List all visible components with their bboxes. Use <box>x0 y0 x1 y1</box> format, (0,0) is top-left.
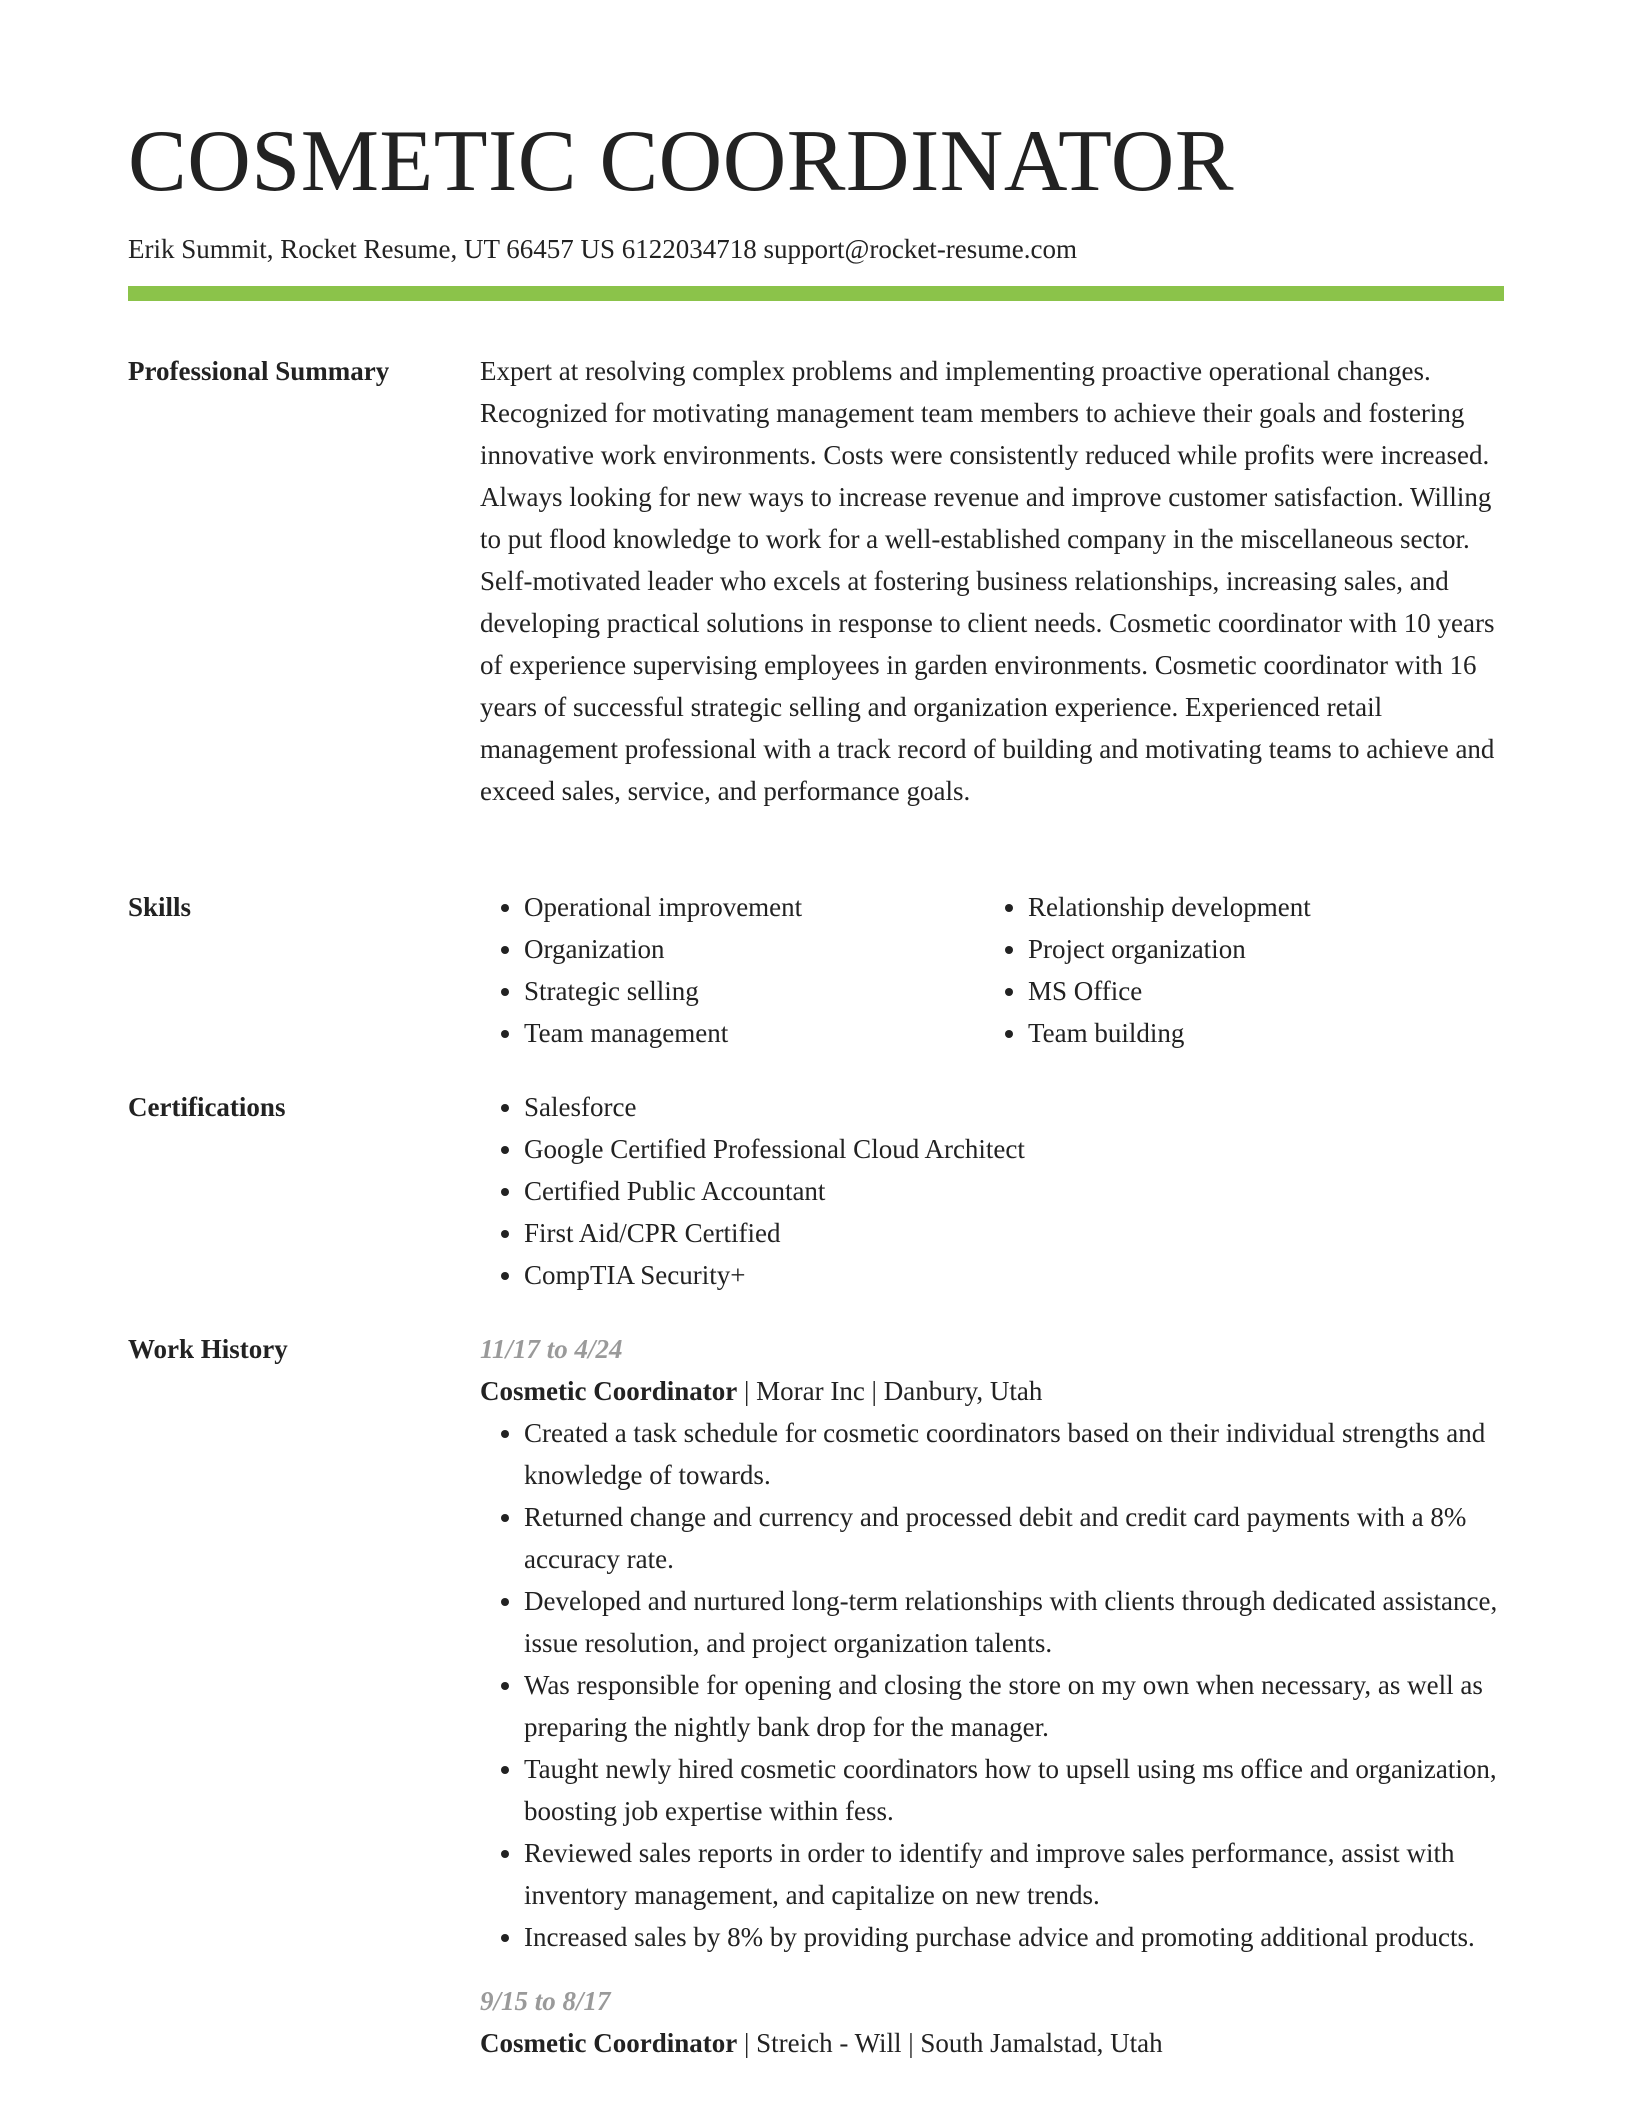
header-divider <box>128 286 1504 301</box>
skill-item: • Relationship development <box>1028 886 1488 928</box>
skill-item: • Strategic selling <box>524 970 984 1012</box>
job-heading <box>480 2022 1504 2064</box>
job-bullet: • Was responsible for opening and closing the store on my own when necessary, as well as preparing the nightly bank drop for the manager. <box>524 1664 1504 1748</box>
certification-item: • Certified Public Accountant <box>524 1170 1504 1212</box>
skills-column-1 <box>480 886 984 1054</box>
job-bullet: • Reviewed sales reports in order to identify and improve sales performance, assist with inventory management, and capitalize on new trends. <box>524 1832 1504 1916</box>
job-entry <box>480 1328 1504 1958</box>
skills-label: Skills <box>128 892 192 922</box>
job-heading <box>480 1370 1504 1412</box>
job-dates: 11/17 to 4/24 <box>480 1334 623 1364</box>
job-entry <box>480 1980 1504 2064</box>
skill-item: • Project organization <box>1028 928 1488 970</box>
job-details: | Streich - Will | South Jamalstad, Utah <box>737 2028 1163 2058</box>
work-history-label: Work History <box>128 1334 288 1364</box>
skill-item: • MS Office <box>1028 970 1488 1012</box>
certification-item: • Salesforce <box>524 1086 1504 1128</box>
skill-item: • Team management <box>524 1012 984 1054</box>
summary-label: Professional Summary <box>128 356 390 386</box>
skills-column-2 <box>984 886 1488 1054</box>
summary-body <box>480 350 1504 812</box>
certification-item: • CompTIA Security+ <box>524 1254 1504 1296</box>
job-title: Cosmetic Coordinator <box>480 2028 738 2058</box>
job-title: Cosmetic Coordinator <box>480 1376 738 1406</box>
job-bullet: • Taught newly hired cosmetic coordinators how to upsell using ms office and organization, boosting job expertise within fess. <box>524 1748 1504 1832</box>
job-bullet: • Increased sales by 8% by providing purchase advice and promoting additional products. <box>524 1916 1504 1958</box>
work-history-body <box>480 1328 1504 2064</box>
job-details: | Morar Inc | Danbury, Utah <box>737 1376 1043 1406</box>
certifications-list <box>480 1086 1504 1296</box>
job-bullet: • Created a task schedule for cosmetic coordinators based on their individual strengths and knowledge of towards. <box>524 1412 1504 1496</box>
skill-item: • Operational improvement <box>524 886 984 928</box>
job-bullets <box>480 1412 1504 1958</box>
job-dates: 9/15 to 8/17 <box>480 1986 611 2016</box>
skill-item: • Team building <box>1028 1012 1488 1054</box>
skills-body <box>480 886 1504 1054</box>
summary-text: Expert at resolving complex problems and implementing proactive operational changes. Recognized for motivating management team members to achieve their goals and fostering innovative work environments. Costs were consistently reduced while profits were increased. Always looking for new ways to increase revenue and improve customer satisfaction. Willing to put flood knowledge to work for a well-established company in the miscellaneous sector. Self-motivated leader who excels at fostering business relationships, increasing sales, and developing practical solutions in response to client needs. Cosmetic coordinator with 10 years of experience supervising employees in garden environments. Cosmetic coordinator with 16 years of successful strategic selling and organization experience. Experienced retail management professional with a track record of building and motivating teams to achieve and exceed sales, service, and performance goals. <box>480 356 1495 806</box>
job-bullet: • Developed and nurtured long-term relationships with clients through dedicated assistance, issue resolution, and project organization talents. <box>524 1580 1504 1664</box>
certification-item: • Google Certified Professional Cloud Architect <box>524 1128 1504 1170</box>
contact-line: Erik Summit, Rocket Resume, UT 66457 US 6122034718 support@rocket-resume.com <box>128 234 1078 264</box>
skill-item: • Organization <box>524 928 984 970</box>
job-bullet: • Returned change and currency and processed debit and credit card payments with a 8% accuracy rate. <box>524 1496 1504 1580</box>
certifications-label: Certifications <box>128 1092 286 1122</box>
certification-item: • First Aid/CPR Certified <box>524 1212 1504 1254</box>
certifications-body <box>480 1086 1504 1296</box>
resume-title: COSMETIC COORDINATOR <box>128 113 1235 210</box>
